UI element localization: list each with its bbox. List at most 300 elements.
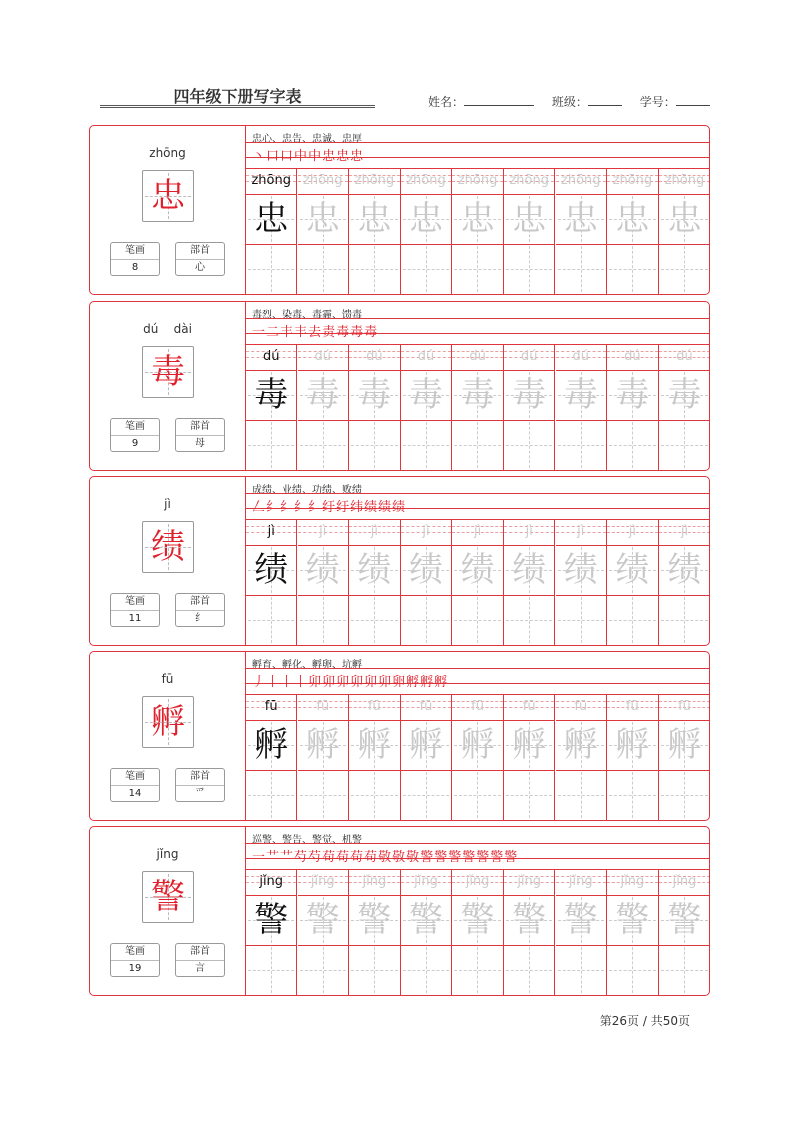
- stroke-count: 14: [128, 788, 142, 799]
- character-cell[interactable]: [659, 545, 710, 596]
- pinyin-cell[interactable]: [401, 169, 451, 195]
- blank-practice-cell[interactable]: [607, 945, 657, 995]
- pinyin-cell[interactable]: [452, 169, 502, 195]
- character-cell[interactable]: [556, 720, 606, 771]
- pinyin-cell[interactable]: [298, 169, 348, 195]
- pinyin-cell[interactable]: [452, 345, 502, 371]
- blank-practice-cell[interactable]: [659, 244, 710, 294]
- stroke-count-label: 笔画: [111, 769, 159, 786]
- pinyin-cell[interactable]: [556, 345, 606, 371]
- pinyin-trace: dú: [520, 349, 538, 364]
- character-info: [90, 477, 246, 645]
- pinyin-cell[interactable]: [556, 169, 606, 195]
- blank-practice-cell[interactable]: [659, 770, 710, 820]
- stroke-step: 警: [434, 850, 449, 865]
- stroke-step: 警: [476, 850, 491, 865]
- pinyin-cell[interactable]: [349, 870, 399, 896]
- pinyin-cell[interactable]: [659, 870, 710, 896]
- stroke-step: 纟: [294, 500, 309, 515]
- stroke-step: 卯: [322, 675, 337, 690]
- character-trace: 孵: [460, 725, 495, 765]
- character-cell[interactable]: [556, 895, 606, 946]
- stroke-count-label: 笔画: [111, 419, 159, 436]
- blank-practice-cell[interactable]: [607, 595, 657, 645]
- stroke-step: 卯: [336, 675, 351, 690]
- blank-practice-cell[interactable]: [556, 945, 606, 995]
- stroke-count-label: 笔画: [111, 944, 159, 961]
- character-cell[interactable]: [659, 720, 710, 771]
- main-character: 绩: [151, 527, 185, 567]
- character-cell[interactable]: [349, 545, 399, 596]
- pinyin-trace: jǐng: [517, 874, 542, 889]
- pinyin-trace: dú: [417, 349, 435, 364]
- blank-practice-cell[interactable]: [556, 595, 606, 645]
- pinyin-cell[interactable]: [401, 520, 451, 546]
- grid-column: [246, 695, 297, 820]
- character-cell[interactable]: [659, 895, 710, 946]
- pinyin-alt: dài: [173, 322, 192, 336]
- pinyin-trace: zhōng: [406, 173, 446, 188]
- practice-area: [246, 477, 709, 645]
- character-trace: 毒: [563, 375, 598, 415]
- blank-practice-cell[interactable]: [401, 945, 451, 995]
- blank-practice-cell[interactable]: [298, 595, 348, 645]
- stroke-step: 警: [448, 850, 463, 865]
- character-cell[interactable]: [401, 720, 451, 771]
- character-cell[interactable]: [298, 895, 348, 946]
- grid-column: [607, 345, 658, 470]
- blank-practice-cell[interactable]: [504, 770, 554, 820]
- blank-practice-cell[interactable]: [607, 420, 657, 470]
- pinyin-trace: jì: [628, 524, 636, 539]
- character-cell[interactable]: [298, 720, 348, 771]
- character-cell[interactable]: [607, 194, 657, 245]
- stroke-count: 11: [128, 613, 142, 624]
- pinyin-cell[interactable]: [349, 520, 399, 546]
- stroke-step: 警: [490, 850, 505, 865]
- character-card: [89, 826, 710, 996]
- blank-practice-cell[interactable]: [504, 244, 554, 294]
- character-cell[interactable]: [452, 895, 502, 946]
- character-trace: 警: [460, 900, 495, 940]
- stroke-step: 敬: [378, 850, 393, 865]
- pinyin-model: jì: [267, 524, 275, 539]
- pinyin-cell[interactable]: [556, 870, 606, 896]
- grid-column: [659, 169, 710, 294]
- stroke-order-row: [246, 493, 709, 520]
- grid-column: [607, 870, 658, 995]
- pinyin-cell[interactable]: [349, 695, 399, 721]
- number-blank[interactable]: [676, 93, 710, 106]
- stroke-step: 纡: [322, 500, 337, 515]
- stroke-order-row: [246, 142, 709, 169]
- pinyin-cell[interactable]: [298, 870, 348, 896]
- pinyin-cell[interactable]: [298, 345, 348, 371]
- grid-column: [504, 520, 555, 645]
- blank-practice-cell[interactable]: [607, 244, 657, 294]
- stroke-step: 苟: [350, 850, 365, 865]
- character-model: 孵: [254, 725, 289, 765]
- grid-column: [298, 695, 349, 820]
- stroke-step: 丰: [280, 325, 295, 340]
- stroke-step: 去: [308, 325, 323, 340]
- pinyin: fū: [161, 672, 174, 686]
- radical-label: 部首: [176, 944, 224, 961]
- blank-practice-cell[interactable]: [556, 244, 606, 294]
- character-cell[interactable]: [349, 194, 399, 245]
- stroke-step: 纡: [336, 500, 351, 515]
- character-cell[interactable]: [298, 545, 348, 596]
- stroke-order-sequence: [252, 496, 406, 515]
- stroke-step: 敬: [406, 850, 421, 865]
- grid-column: [401, 870, 452, 995]
- grid-column: [246, 870, 297, 995]
- pinyin-trace: jì: [319, 524, 327, 539]
- grid-column: [298, 169, 349, 294]
- pinyin-cell[interactable]: [504, 345, 554, 371]
- character-cell[interactable]: [298, 370, 348, 421]
- character-trace: 孵: [615, 725, 650, 765]
- word-list: 成绩、业绩、功绩、败绩: [252, 485, 362, 496]
- blank-practice-cell[interactable]: [504, 595, 554, 645]
- character-model: 警: [254, 900, 289, 940]
- character-cell[interactable]: [607, 370, 657, 421]
- pinyin-cell[interactable]: [401, 695, 451, 721]
- pinyin-trace: jì: [422, 524, 430, 539]
- grid-column: [659, 520, 710, 645]
- stroke-step: 中: [294, 149, 309, 164]
- blank-practice-cell[interactable]: [246, 420, 296, 470]
- blank-practice-cell[interactable]: [349, 244, 399, 294]
- blank-practice-cell[interactable]: [349, 945, 399, 995]
- character-trace: 孵: [563, 725, 598, 765]
- character-trace: 绩: [512, 550, 547, 590]
- name-blank[interactable]: [464, 93, 534, 106]
- pinyin-cell[interactable]: [659, 169, 710, 195]
- blank-practice-cell[interactable]: [401, 244, 451, 294]
- pinyin-trace: zhōng: [664, 173, 705, 188]
- stroke-step: 卵: [392, 675, 407, 690]
- grid-column: [452, 345, 503, 470]
- blank-practice-cell[interactable]: [452, 945, 502, 995]
- blank-practice-cell[interactable]: [401, 595, 451, 645]
- character-cell[interactable]: [452, 720, 502, 771]
- pinyin-cell[interactable]: [504, 695, 554, 721]
- pinyin-cell[interactable]: [556, 695, 606, 721]
- blank-practice-cell[interactable]: [246, 945, 296, 995]
- pinyin-cell[interactable]: [452, 520, 502, 546]
- character-cell[interactable]: [349, 370, 399, 421]
- radical-box: [175, 593, 225, 627]
- pinyin-trace: fū: [625, 699, 639, 714]
- character-cell[interactable]: [556, 370, 606, 421]
- pinyin-cell[interactable]: [246, 695, 296, 721]
- stroke-step: 芍: [308, 850, 323, 865]
- pinyin-cell[interactable]: [349, 169, 399, 195]
- character-trace: 毒: [667, 375, 702, 415]
- pinyin-cell[interactable]: [504, 169, 554, 195]
- radical: 心: [195, 262, 205, 273]
- character-cell[interactable]: [349, 720, 399, 771]
- stroke-count: 19: [128, 963, 142, 974]
- character-cell[interactable]: [246, 895, 296, 946]
- grid-column: [349, 870, 400, 995]
- stroke-count: 9: [131, 438, 139, 449]
- name-label: 姓名：: [428, 95, 465, 109]
- character-cell[interactable]: [452, 545, 502, 596]
- stroke-step: 苟: [322, 850, 337, 865]
- blank-practice-cell[interactable]: [504, 945, 554, 995]
- character-trace: 忠: [667, 199, 702, 239]
- blank-practice-cell[interactable]: [349, 595, 399, 645]
- pinyin-trace: zhōng: [457, 173, 498, 188]
- grid-column: [504, 345, 555, 470]
- grid-column: [556, 345, 607, 470]
- character-cell[interactable]: [246, 545, 296, 596]
- blank-practice-cell[interactable]: [607, 770, 657, 820]
- pinyin-trace: fū: [367, 699, 381, 714]
- character-trace: 忠: [615, 199, 650, 239]
- grid-column: [556, 169, 607, 294]
- grid-column: [659, 870, 710, 995]
- pinyin-trace: jì: [577, 524, 585, 539]
- grid-column: [298, 345, 349, 470]
- character-trace: 毒: [615, 375, 650, 415]
- stroke-step: 纟: [266, 500, 281, 515]
- character-cell[interactable]: [298, 194, 348, 245]
- character-trace: 绩: [357, 550, 392, 590]
- character-cell[interactable]: [246, 194, 296, 245]
- blank-practice-cell[interactable]: [452, 770, 502, 820]
- grid-column: [401, 169, 452, 294]
- stroke-step: 忠: [350, 149, 365, 164]
- blank-practice-cell[interactable]: [452, 420, 502, 470]
- pinyin-model: jǐng: [259, 874, 284, 889]
- stroke-step: 责: [322, 325, 337, 340]
- character-trace: 绩: [305, 550, 340, 590]
- character-trace: 警: [408, 900, 443, 940]
- character-cell[interactable]: [504, 194, 554, 245]
- blank-practice-cell[interactable]: [246, 595, 296, 645]
- pinyin-line: [90, 672, 245, 686]
- practice-area: [246, 126, 709, 294]
- blank-practice-cell[interactable]: [401, 770, 451, 820]
- title-underline: [100, 105, 375, 108]
- character-trace: 忠: [563, 199, 598, 239]
- character-cell[interactable]: [401, 370, 451, 421]
- radical-label: 部首: [176, 243, 224, 260]
- stroke-step: 艹: [280, 850, 295, 865]
- pinyin-trace: dú: [314, 349, 332, 364]
- pinyin-model: zhōng: [251, 173, 291, 188]
- pinyin-cell[interactable]: [298, 520, 348, 546]
- character-trace: 绩: [408, 550, 443, 590]
- stroke-step: 丨: [266, 675, 281, 690]
- pinyin-model: dú: [262, 349, 280, 364]
- pinyin-cell[interactable]: [607, 695, 657, 721]
- blank-practice-cell[interactable]: [349, 770, 399, 820]
- word-list: 忠心、忠告、忠诚、忠厚: [252, 134, 362, 145]
- character-trace: 警: [615, 900, 650, 940]
- blank-practice-cell[interactable]: [556, 420, 606, 470]
- pinyin-trace: jǐng: [465, 874, 490, 889]
- word-list: 巡警、警告、警觉、机警: [252, 835, 362, 846]
- character-cell[interactable]: [452, 370, 502, 421]
- pinyin-cell[interactable]: [659, 695, 710, 721]
- character-cell[interactable]: [659, 194, 710, 245]
- character-trace: 警: [563, 900, 598, 940]
- pinyin-trace: dú: [676, 349, 693, 364]
- blank-practice-cell[interactable]: [401, 420, 451, 470]
- character-info: [90, 126, 246, 294]
- blank-practice-cell[interactable]: [298, 770, 348, 820]
- character-model: 绩: [254, 550, 289, 590]
- blank-practice-cell[interactable]: [246, 244, 296, 294]
- character-info: [90, 652, 246, 820]
- pinyin-trace: jǐng: [362, 874, 387, 889]
- character-trace: 忠: [305, 199, 340, 239]
- pinyin-trace: fū: [574, 699, 588, 714]
- pinyin-line: [90, 847, 245, 861]
- grid-column: [556, 870, 607, 995]
- student-info: [428, 93, 710, 110]
- character-model: 忠: [254, 199, 289, 239]
- pinyin-trace: zhōng: [561, 173, 601, 188]
- stroke-step: 丿: [252, 675, 267, 690]
- character-cell[interactable]: [504, 545, 554, 596]
- blank-practice-cell[interactable]: [298, 420, 348, 470]
- writing-grid: [246, 168, 709, 294]
- blank-practice-cell[interactable]: [659, 945, 710, 995]
- main-character: 警: [151, 877, 185, 917]
- grid-column: [607, 695, 658, 820]
- pinyin-cell[interactable]: [452, 870, 502, 896]
- stroke-step: 芍: [294, 850, 309, 865]
- blank-practice-cell[interactable]: [246, 770, 296, 820]
- pinyin-cell[interactable]: [246, 870, 296, 896]
- writing-grid: [246, 869, 709, 995]
- class-blank[interactable]: [588, 93, 622, 106]
- character-cell[interactable]: [349, 895, 399, 946]
- character-cell[interactable]: [401, 194, 451, 245]
- blank-practice-cell[interactable]: [298, 945, 348, 995]
- stroke-step: 纟: [280, 500, 295, 515]
- stroke-step: 纟: [308, 500, 323, 515]
- character-cell[interactable]: [452, 194, 502, 245]
- character-cell[interactable]: [246, 720, 296, 771]
- blank-practice-cell[interactable]: [504, 420, 554, 470]
- character-cell[interactable]: [401, 895, 451, 946]
- character-trace: 孵: [305, 725, 340, 765]
- pinyin-cell[interactable]: [607, 345, 657, 371]
- stroke-count-box: [110, 418, 160, 452]
- stroke-step: 艹: [266, 850, 281, 865]
- pinyin-cell[interactable]: [607, 520, 657, 546]
- radical: 纟: [195, 613, 205, 624]
- stroke-step: 卯: [378, 675, 393, 690]
- pinyin: zhōng: [149, 146, 186, 160]
- blank-practice-cell[interactable]: [452, 595, 502, 645]
- character-trace: 忠: [460, 199, 495, 239]
- blank-practice-cell[interactable]: [298, 244, 348, 294]
- pinyin-cell[interactable]: [659, 345, 710, 371]
- stroke-step: 卯: [308, 675, 323, 690]
- stroke-step: 中: [308, 149, 323, 164]
- stroke-step: 忠: [336, 149, 351, 164]
- stroke-step: 孵: [434, 675, 449, 690]
- word-list: 毒烈、染毒、毒霾、馈毒: [252, 310, 362, 321]
- character-trace: 警: [305, 900, 340, 940]
- stroke-step: 口: [266, 149, 281, 164]
- character-cell[interactable]: [401, 545, 451, 596]
- character-cell[interactable]: [659, 370, 710, 421]
- character-cell[interactable]: [504, 720, 554, 771]
- page-title: 四年级下册写字表: [173, 87, 302, 106]
- radical: 爫: [195, 788, 205, 799]
- character-cell[interactable]: [607, 545, 657, 596]
- blank-practice-cell[interactable]: [556, 770, 606, 820]
- blank-practice-cell[interactable]: [349, 420, 399, 470]
- pinyin-cell[interactable]: [246, 345, 296, 371]
- character-trace: 忠: [512, 199, 547, 239]
- practice-area: [246, 652, 709, 820]
- pinyin-cell[interactable]: [607, 870, 657, 896]
- grid-column: [659, 695, 710, 820]
- character-trace: 孵: [512, 725, 547, 765]
- character-cell[interactable]: [556, 545, 606, 596]
- blank-practice-cell[interactable]: [452, 244, 502, 294]
- grid-column: [607, 520, 658, 645]
- stroke-step: 卯: [364, 675, 379, 690]
- character-cell[interactable]: [556, 194, 606, 245]
- pinyin-cell[interactable]: [504, 520, 554, 546]
- pinyin-cell[interactable]: [349, 345, 399, 371]
- pinyin-cell[interactable]: [556, 520, 606, 546]
- radical-box: [175, 768, 225, 802]
- pinyin-trace: zhōng: [612, 173, 653, 188]
- pinyin-cell[interactable]: [504, 870, 554, 896]
- pinyin-cell[interactable]: [452, 695, 502, 721]
- pinyin-cell[interactable]: [401, 870, 451, 896]
- stroke-step: 绩: [378, 500, 393, 515]
- stroke-step: 𠃋: [252, 500, 267, 515]
- stroke-step: 孵: [420, 675, 435, 690]
- blank-practice-cell[interactable]: [659, 595, 710, 645]
- blank-practice-cell[interactable]: [659, 420, 710, 470]
- character-cell[interactable]: [504, 895, 554, 946]
- radical-box: [175, 943, 225, 977]
- character-cell[interactable]: [607, 895, 657, 946]
- pinyin-cell[interactable]: [607, 169, 657, 195]
- character-cell[interactable]: [607, 720, 657, 771]
- pinyin-trace: jǐng: [568, 874, 593, 889]
- grid-column: [607, 169, 658, 294]
- pinyin-cell[interactable]: [246, 169, 296, 195]
- pinyin-cell[interactable]: [659, 520, 710, 546]
- stroke-order-sequence: [252, 671, 448, 690]
- pinyin-cell[interactable]: [401, 345, 451, 371]
- grid-column: [401, 520, 452, 645]
- grid-column: [246, 345, 297, 470]
- practice-area: [246, 827, 709, 995]
- pinyin-cell[interactable]: [246, 520, 296, 546]
- grid-column: [556, 520, 607, 645]
- character-cell[interactable]: [246, 370, 296, 421]
- character-cell[interactable]: [504, 370, 554, 421]
- pinyin-cell[interactable]: [298, 695, 348, 721]
- stroke-order-row: [246, 318, 709, 345]
- stroke-order-row: [246, 668, 709, 695]
